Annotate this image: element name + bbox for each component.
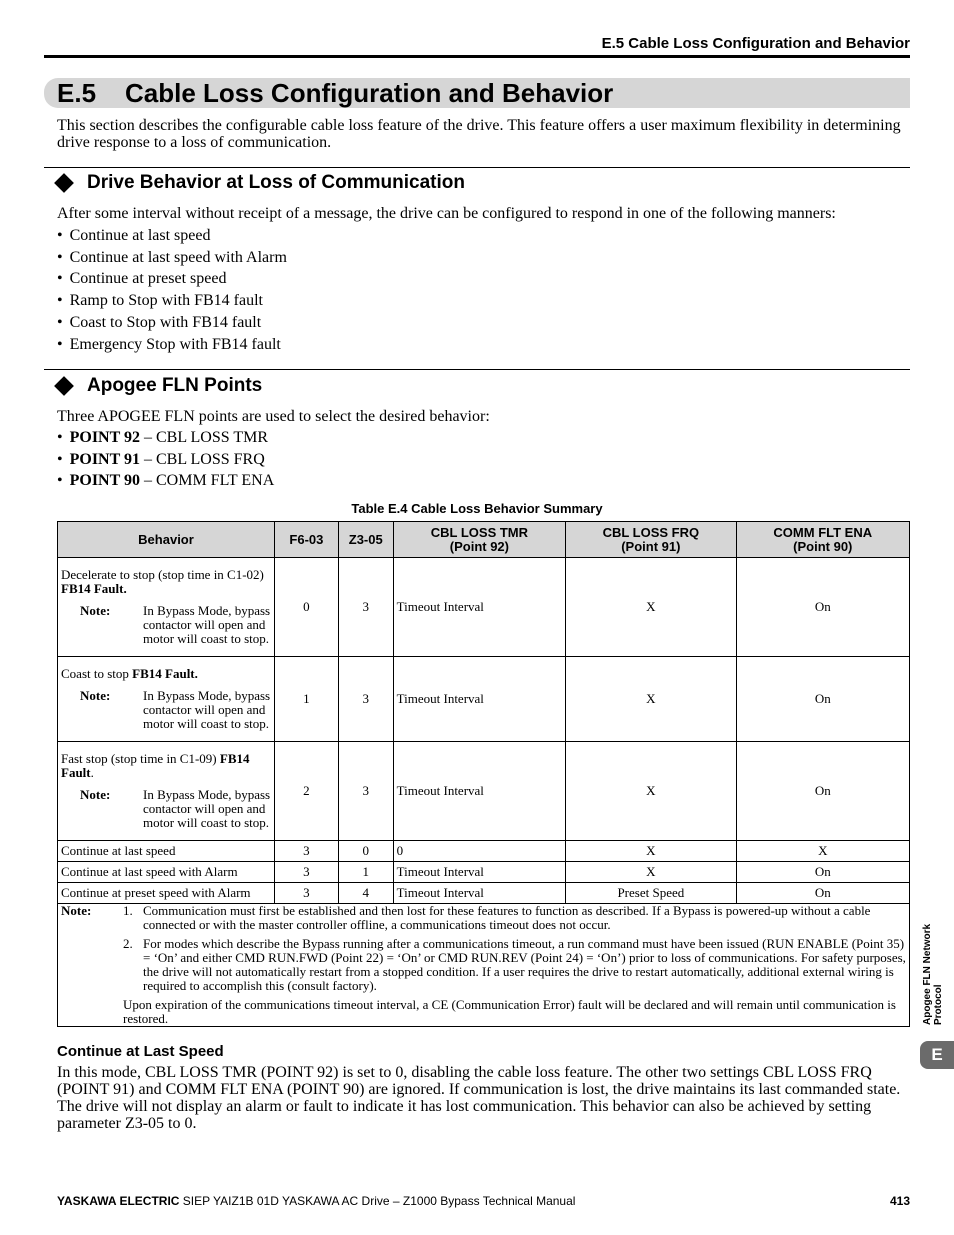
bypass-note [80,788,271,830]
behavior-cell: Continue at last speed [58,841,275,862]
subsection-rule [44,167,910,168]
header-f603: F6-03 [275,522,339,558]
behavior-cell [58,558,275,657]
footnote-1 [61,904,906,932]
table-row [58,883,910,904]
tmr-cell: Timeout Interval [393,657,565,742]
drive-behavior-heading [54,172,465,194]
header-rule [44,55,910,58]
list-item: • Continue at preset speed [57,268,287,290]
footer-brand: YASKAWA ELECTRIC [57,1194,180,1208]
header-cbl-loss-frq [566,522,736,558]
header-line: CBL LOSS FRQ [602,524,700,540]
ena-cell: On [736,657,909,742]
header-z305: Z3-05 [338,522,393,558]
f603-cell: 3 [275,883,339,904]
frq-cell: Preset Speed [566,883,736,904]
table-notes-row [58,904,910,1027]
table-row [58,558,910,657]
diamond-bullet-icon [54,173,74,193]
bypass-note [80,689,271,731]
header-line: (Point 91) [621,538,681,554]
behavior-cell [58,742,275,841]
point-desc: – CBL LOSS FRQ [140,450,265,468]
behavior-fault: FB14 Fault [61,751,250,780]
section-intro: This section describes the configurable cable loss feature of the drive. This feature offers a user maximum flexibility in determining drive response to a loss of communication. [57,117,901,151]
z305-cell: 3 [338,558,393,657]
behavior-text: Fast stop (stop time in C1-09) [61,751,220,766]
cable-loss-table [57,521,910,1027]
tmr-cell: 0 [393,841,565,862]
list-item [57,427,274,449]
tmr-cell: Timeout Interval [393,742,565,841]
behavior-text: . [90,765,94,780]
list-item: • Emergency Stop with FB14 fault [57,334,287,356]
apogee-point-list [57,427,274,492]
header-line: COMM FLT ENA [773,524,873,540]
footnote-3 [61,998,906,1026]
list-item: • Continue at last speed [57,225,287,247]
frq-cell: X [566,862,736,883]
behavior-text: Decelerate to stop (stop time in C1-02) [61,567,264,582]
footnote-index: 2. [123,936,133,951]
z305-cell: 3 [338,742,393,841]
apogee-heading-text: Apogee FLN Points [87,375,263,396]
footnote-index: 1. [123,903,133,918]
frq-cell: X [566,558,736,657]
drive-behavior-heading-text: Drive Behavior at Loss of Communication [87,172,465,193]
ena-cell: On [736,558,909,657]
header-line: (Point 90) [793,538,853,554]
header-behavior: Behavior [58,522,275,558]
z305-cell: 3 [338,657,393,742]
frq-cell: X [566,841,736,862]
note-text: In Bypass Mode, bypass contactor will open and motor will coast to stop. [143,603,271,646]
footnote-text: Upon expiration of the communications timeout interval, a CE (Communication Error) fault will be declared and will remain until communication is restored. [123,997,896,1026]
footnote-text: For modes which describe the Bypass running after a communications timeout, a run command must have been issued (RUN ENABLE (Point 35) = ‘On’ and either CMD RUN.FWD (Point 22) = ‘On’ or CMD RUN.REV (Point 24) = ‘On’) prior to loss of communications. For safety purposes, the drive will not automatically restart from a stopped condition. If a user requires the drive to restart automatically, additional external wiring is required to accomplish this (consult factory). [143,936,906,993]
ena-cell: X [736,841,909,862]
z305-cell: 0 [338,841,393,862]
behavior-cell [58,657,275,742]
point-desc: – COMM FLT ENA [140,472,275,490]
list-item [57,470,274,492]
point-number: POINT 91 [69,450,140,468]
note-label-spacer [61,998,123,1026]
header-cbl-loss-tmr [393,522,565,558]
f603-cell: 0 [275,558,339,657]
section-title [57,78,613,108]
continue-last-speed-heading: Continue at Last Speed [57,1043,224,1060]
note-text: In Bypass Mode, bypass contactor will open and motor will coast to stop. [143,688,271,731]
behavior-fault: FB14 Fault. [132,666,198,681]
footer [57,1194,575,1208]
tmr-cell: Timeout Interval [393,883,565,904]
f603-cell: 3 [275,862,339,883]
note-label: Note: [61,903,92,918]
behavior-cell: Continue at last speed with Alarm [58,862,275,883]
tmr-cell: Timeout Interval [393,862,565,883]
point-number: POINT 90 [69,472,140,490]
note-label: Note: [80,787,111,802]
behavior-fault: FB14 Fault. [61,581,127,596]
ena-cell: On [736,883,909,904]
table-row [58,862,910,883]
running-header: E.5 Cable Loss Configuration and Behavior [601,35,910,52]
note-label: Note: [80,688,111,703]
page-number: 413 [889,1194,910,1208]
section-title-text: Cable Loss Configuration and Behavior [125,78,614,108]
behavior-text: Coast to stop [61,666,133,681]
ena-cell: On [736,742,909,841]
table-row [58,841,910,862]
chapter-tab: E [920,1041,954,1069]
header-line: CBL LOSS TMR [430,524,529,540]
footer-doc: SIEP YAIZ1B 01D YASKAWA AC Drive – Z1000 Bypass Technical Manual [179,1194,576,1208]
side-tab-label: Apogee FLN Network Protocol [922,923,944,1025]
f603-cell: 2 [275,742,339,841]
bypass-note [80,604,271,646]
apogee-heading [54,375,262,397]
list-item: • Ramp to Stop with FB14 fault [57,290,287,312]
diamond-bullet-icon [54,376,74,396]
list-item [57,449,274,471]
table-header-row [58,522,910,558]
continue-last-speed-text: In this mode, CBL LOSS TMR (POINT 92) is set to 0, disabling the cable loss feature. The other two settings CBL LOSS FRQ (POINT 91) and COMM FLT ENA (POINT 90) are ignored. If communication is lost, the drive maintains its last commanded state. The drive will not display an alarm or fault to indicate it has lost communication. This behavior can also be achieved by setting parameter Z3-05 to 0. [57,1064,901,1132]
table-row [58,657,910,742]
point-desc: – CBL LOSS TMR [140,429,269,446]
apogee-intro: Three APOGEE FLN points are used to select the desired behavior: [57,408,490,425]
note-label-spacer [61,937,123,993]
behavior-cell: Continue at preset speed with Alarm [58,883,275,904]
table-notes [58,904,910,1027]
note-text: In Bypass Mode, bypass contactor will open and motor will coast to stop. [143,787,271,830]
ena-cell: On [736,862,909,883]
behavior-list [57,225,287,355]
table-row [58,742,910,841]
table-caption: Table E.4 Cable Loss Behavior Summary [351,501,603,516]
list-item: • Coast to Stop with FB14 fault [57,312,287,334]
section-number: E.5 [57,78,97,108]
point-number: POINT 92 [69,429,140,446]
drive-behavior-intro: After some interval without receipt of a message, the drive can be configured to respond in one of the following manners: [57,205,836,222]
frq-cell: X [566,742,736,841]
z305-cell: 4 [338,883,393,904]
f603-cell: 3 [275,841,339,862]
frq-cell: X [566,657,736,742]
footnote-2 [61,937,906,993]
header-comm-flt-ena [736,522,909,558]
list-item: • Continue at last speed with Alarm [57,247,287,269]
tmr-cell: Timeout Interval [393,558,565,657]
note-label: Note: [80,603,111,618]
header-line: (Point 92) [449,538,509,554]
z305-cell: 1 [338,862,393,883]
footnote-text: Communication must first be established and then lost for these features to function as described. If a Bypass is powered-up without a cable connected or with the master controller offline, a communications timeout does not occur. [143,903,871,932]
f603-cell: 1 [275,657,339,742]
subsection-rule [44,369,910,370]
